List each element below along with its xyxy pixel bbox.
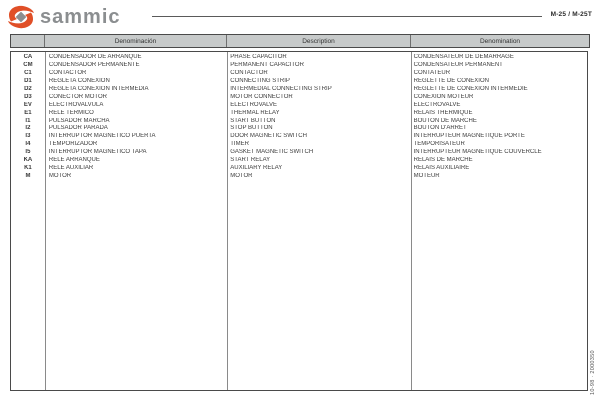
row-text: PULSADOR MARCHA: [48, 117, 110, 124]
row-text: TEMPORIZADOR: [48, 141, 98, 148]
row-code: I4: [25, 141, 31, 148]
row-code: D2: [24, 86, 32, 92]
row-text: ELECTROVALVULA: [48, 101, 104, 108]
row-text: CONDENSADOR DE ARRANQUE: [48, 54, 142, 61]
row-text: BOUTON D'ARRET: [413, 125, 467, 132]
row-code: I2: [25, 125, 31, 132]
table-rows: [11, 54, 587, 180]
column-header: Description: [227, 35, 411, 47]
row-text: CONTATEUR: [413, 70, 451, 77]
row-code: E1: [24, 109, 32, 116]
sammic-logo-icon: [6, 4, 36, 30]
row-text: START RELAY: [230, 157, 271, 164]
column-header: Denomination: [479, 37, 521, 45]
brand-name: sammic: [40, 6, 121, 28]
row-text: PHASE CAPACITOR: [230, 54, 287, 61]
document-reference: 10-98 · 2000350: [590, 350, 596, 395]
row-text: STOP BUTTON: [230, 125, 273, 132]
row-code: M: [25, 172, 31, 179]
row-text: MOTEUR: [413, 172, 440, 179]
table-row: [11, 149, 587, 157]
row-text: INTERRUPTOR MAGNETICO PUERTA: [48, 133, 156, 140]
row-text: INTERMEDIAL CONNECTING STRIP: [230, 86, 332, 92]
table-row: [11, 93, 587, 101]
row-text: BOUTON DE MARCHE: [413, 117, 477, 124]
table-row: [11, 157, 587, 165]
row-text: AUXILIARY RELAY: [230, 164, 283, 171]
row-text: RELAIS THERMIQUE: [413, 109, 473, 116]
row-text: THERMAL RELAY: [230, 109, 280, 116]
row-text: TEMPORISATEUR: [413, 141, 465, 148]
row-text: CONECTOR MOTOR: [48, 93, 107, 100]
row-text: CONTACTOR: [230, 70, 268, 77]
row-code: EV: [23, 101, 32, 108]
row-code: CM: [23, 62, 33, 69]
row-code: I5: [25, 149, 31, 156]
row-text: ELECTROVALVE: [413, 101, 461, 108]
table-row: [11, 172, 587, 180]
row-text: REGLETTE DE CONEXION INTERMEDIE: [413, 86, 528, 92]
row-text: CONDENSADOR PERMANENTE: [48, 62, 140, 69]
table-row: [11, 70, 587, 78]
row-text: GASKET MAGNETIC SWITCH: [230, 149, 314, 156]
row-text: PULSADOR PARADA: [48, 125, 108, 132]
row-code: D3: [24, 93, 32, 100]
column-header: [11, 35, 45, 47]
row-text: DOOR MAGNETIC SWITCH: [230, 133, 307, 140]
row-code: D1: [24, 78, 32, 85]
row-text: CONEXION MOTEUR: [413, 93, 474, 100]
row-text: RELE AUXILIAR: [48, 164, 94, 171]
row-text: MOTOR CONNECTOR: [230, 93, 293, 100]
table-row: [11, 101, 587, 109]
row-text: INTERRUPTEUR MAGNETIQUE COUVERCLE: [413, 149, 542, 156]
row-text: RELE ARRANQUE: [48, 157, 100, 164]
table-row: [11, 86, 587, 94]
row-text: INTERRUPTOR MAGNETICO TAPA: [48, 149, 147, 156]
table-row: [11, 125, 587, 133]
row-text: TIMER: [230, 141, 249, 148]
model-label: M-25 / M-25T: [550, 11, 592, 18]
table-row: [11, 133, 587, 141]
row-text: ELECTROVALVE: [230, 101, 278, 108]
row-text: MOTOR: [48, 172, 72, 179]
row-code: CA: [23, 54, 33, 61]
header-rule: [152, 16, 542, 17]
row-text: CONNECTING STRIP: [230, 78, 290, 85]
row-text: RELAIS AUXILIAIRE: [413, 164, 470, 171]
column-header: Denominación: [45, 35, 227, 47]
row-code: KA: [23, 157, 33, 164]
table-header: [10, 34, 590, 48]
brand: [6, 3, 121, 31]
row-text: CONDENSATEUR PERMANENT: [413, 62, 503, 69]
row-text: RELAIS DE MARCHE: [413, 157, 473, 164]
row-code: C1: [24, 70, 32, 77]
table-row: [11, 54, 587, 62]
table-row: [11, 62, 587, 70]
row-text: CONDENSATEUR DE DEMARRAGE: [413, 54, 514, 61]
row-code: K1: [24, 164, 32, 171]
table-row: [11, 117, 587, 125]
row-text: REGLETTE DE CONEXION: [413, 78, 489, 85]
row-text: CONTACTOR: [48, 70, 87, 77]
table-row: [11, 141, 587, 149]
row-text: INTERRUPTEUR MAGNETIQUE PORTE: [413, 133, 525, 140]
row-text: RELE TERMICO: [48, 109, 94, 116]
row-text: REGLETA CONEXION INTERMEDIA: [48, 86, 149, 92]
table-row: [11, 78, 587, 86]
table-body: [10, 51, 588, 391]
row-text: START BUTTON: [230, 117, 276, 124]
row-text: MOTOR: [230, 172, 253, 179]
table-row: [11, 164, 587, 172]
row-code: I3: [25, 133, 31, 140]
row-code: I1: [25, 117, 31, 124]
row-text: PERMANENT CAPACITOR: [230, 62, 304, 69]
table-row: [11, 109, 587, 117]
row-text: REGLETA CONEXION: [48, 78, 110, 85]
